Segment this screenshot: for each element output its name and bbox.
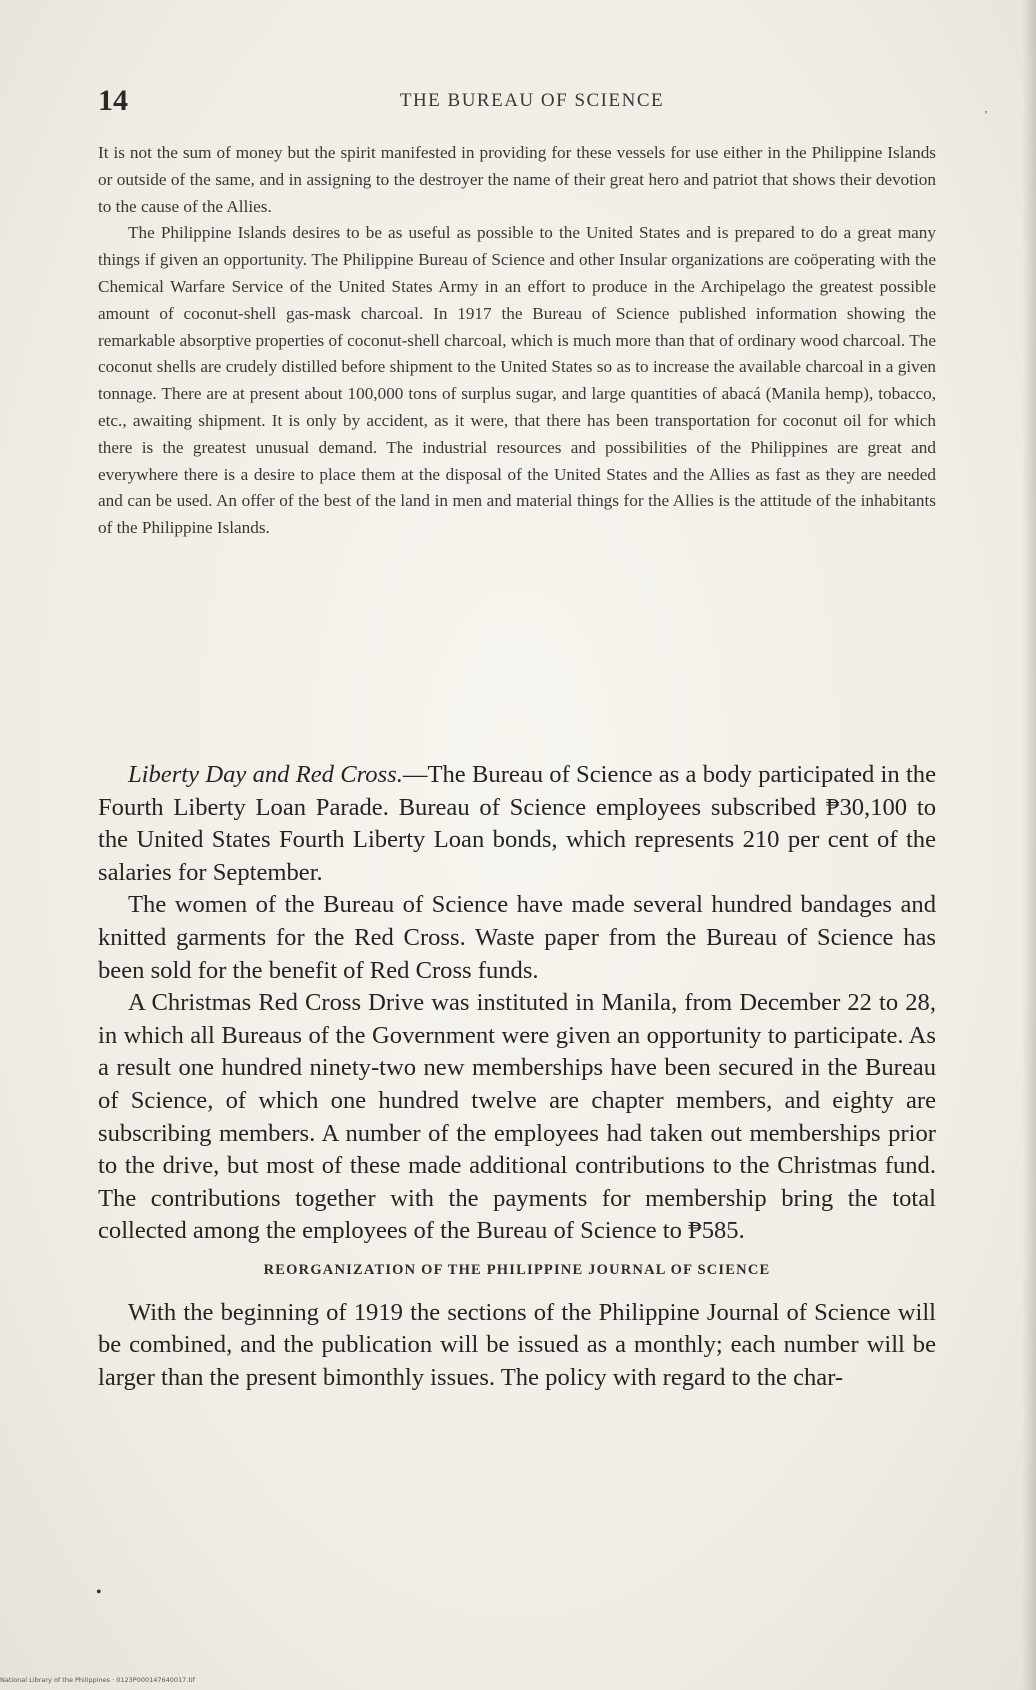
- run-in-heading: Liberty Day and Red Cross.: [128, 761, 403, 788]
- paragraph-liberty-day: [98, 759, 936, 889]
- small-print-section: [98, 140, 936, 542]
- main-body-section: [98, 759, 936, 1394]
- paragraph-journal: With the beginning of 1919 the sections of the Philippine Journal of Science will be combined, and the publication will be issued as a monthly; each number will be larger than the present bimonthly issues. The policy with regard to the char-: [98, 1298, 936, 1391]
- running-head: THE BUREAU OF SCIENCE: [399, 90, 665, 111]
- margin-bullet: •: [96, 1584, 102, 1601]
- paragraph-philippine-islands: The Philippine Islands desires to be as useful as possible to the United States and is prepared to do a great many things if given an opportunity. The Philippine Bureau of Science and other Insular organizations are coöperating with the Chemical Warfare Service of the United States Army in an effort to produce in the Archipelago the greatest possible amount of coconut-shell gas-mask charcoal. In 1917 the Bureau of Science published information showing the remarkable absorptive properties of coconut-shell charcoal, which is much more than that of ordinary wood charcoal. The coconut shells are crudely distilled before shipment to the United States so as to increase the available charcoal in a given tonnage. There are at present about 100,000 tons of surplus sugar, and large quantities of abacá (Manila hemp), tobacco, etc., awaiting shipment. It is only by accident, as it were, that there has been transportation for coconut oil for which there is the greatest unusual demand. The industrial resources and possibilities of the Philippines are great and everywhere there is a desire to place them at the disposal of the United States and the Allies as fast as they are needed and can be used. An offer of the best of the land in men and material things for the Allies is the attitude of the inhabitants of the Philippine Islands.: [98, 223, 936, 538]
- scan-speck: ʼ: [984, 108, 988, 122]
- paragraph-vessels: It is not the sum of money but the spirit manifested in providing for these vessels for use either in the Philippine Islands or outside of the same, and in assigning to the destroyer the name of their great hero and patriot that shows their devotion to the cause of the Allies.: [98, 143, 936, 216]
- page-number: 14: [98, 84, 128, 117]
- scan-footer: National Library of the Philippines · 0123P000147640017.tif: [0, 1676, 196, 1684]
- paragraph-liberty-text: —The Bureau of Science as a body participated in the Fourth Liberty Loan Parade. Bureau of Science employees subscribed ₱30,100 to the United States Fourth Liberty Loan bonds, which represents 210 per cent of the salaries for September.: [98, 761, 936, 886]
- section-heading: REORGANIZATION OF THE PHILIPPINE JOURNAL OF SCIENCE: [263, 1261, 771, 1278]
- paragraph-women: The women of the Bureau of Science have made several hundred bandages and knitted garments for the Red Cross. Waste paper from the Bureau of Science has been sold for the benefit of Red Cross funds.: [98, 891, 936, 984]
- paragraph-christmas-drive: A Christmas Red Cross Drive was instituted in Manila, from December 22 to 28, in which all Bureaus of the Government were given an opportunity to participate. As a result one hundred ninety-two new memberships have been secured in the Bureau of Science, of which one hundred twelve are chapter members, and eighty are subscribing members. A number of the employees had taken out memberships prior to the drive, but most of these made additional contributions to the Christmas fund. The contributions together with the payments for membership bring the total collected among the employees of the Bureau of Science to ₱585.: [98, 989, 936, 1245]
- page-header: [98, 84, 936, 124]
- page-edge-shadow: [1022, 0, 1036, 1690]
